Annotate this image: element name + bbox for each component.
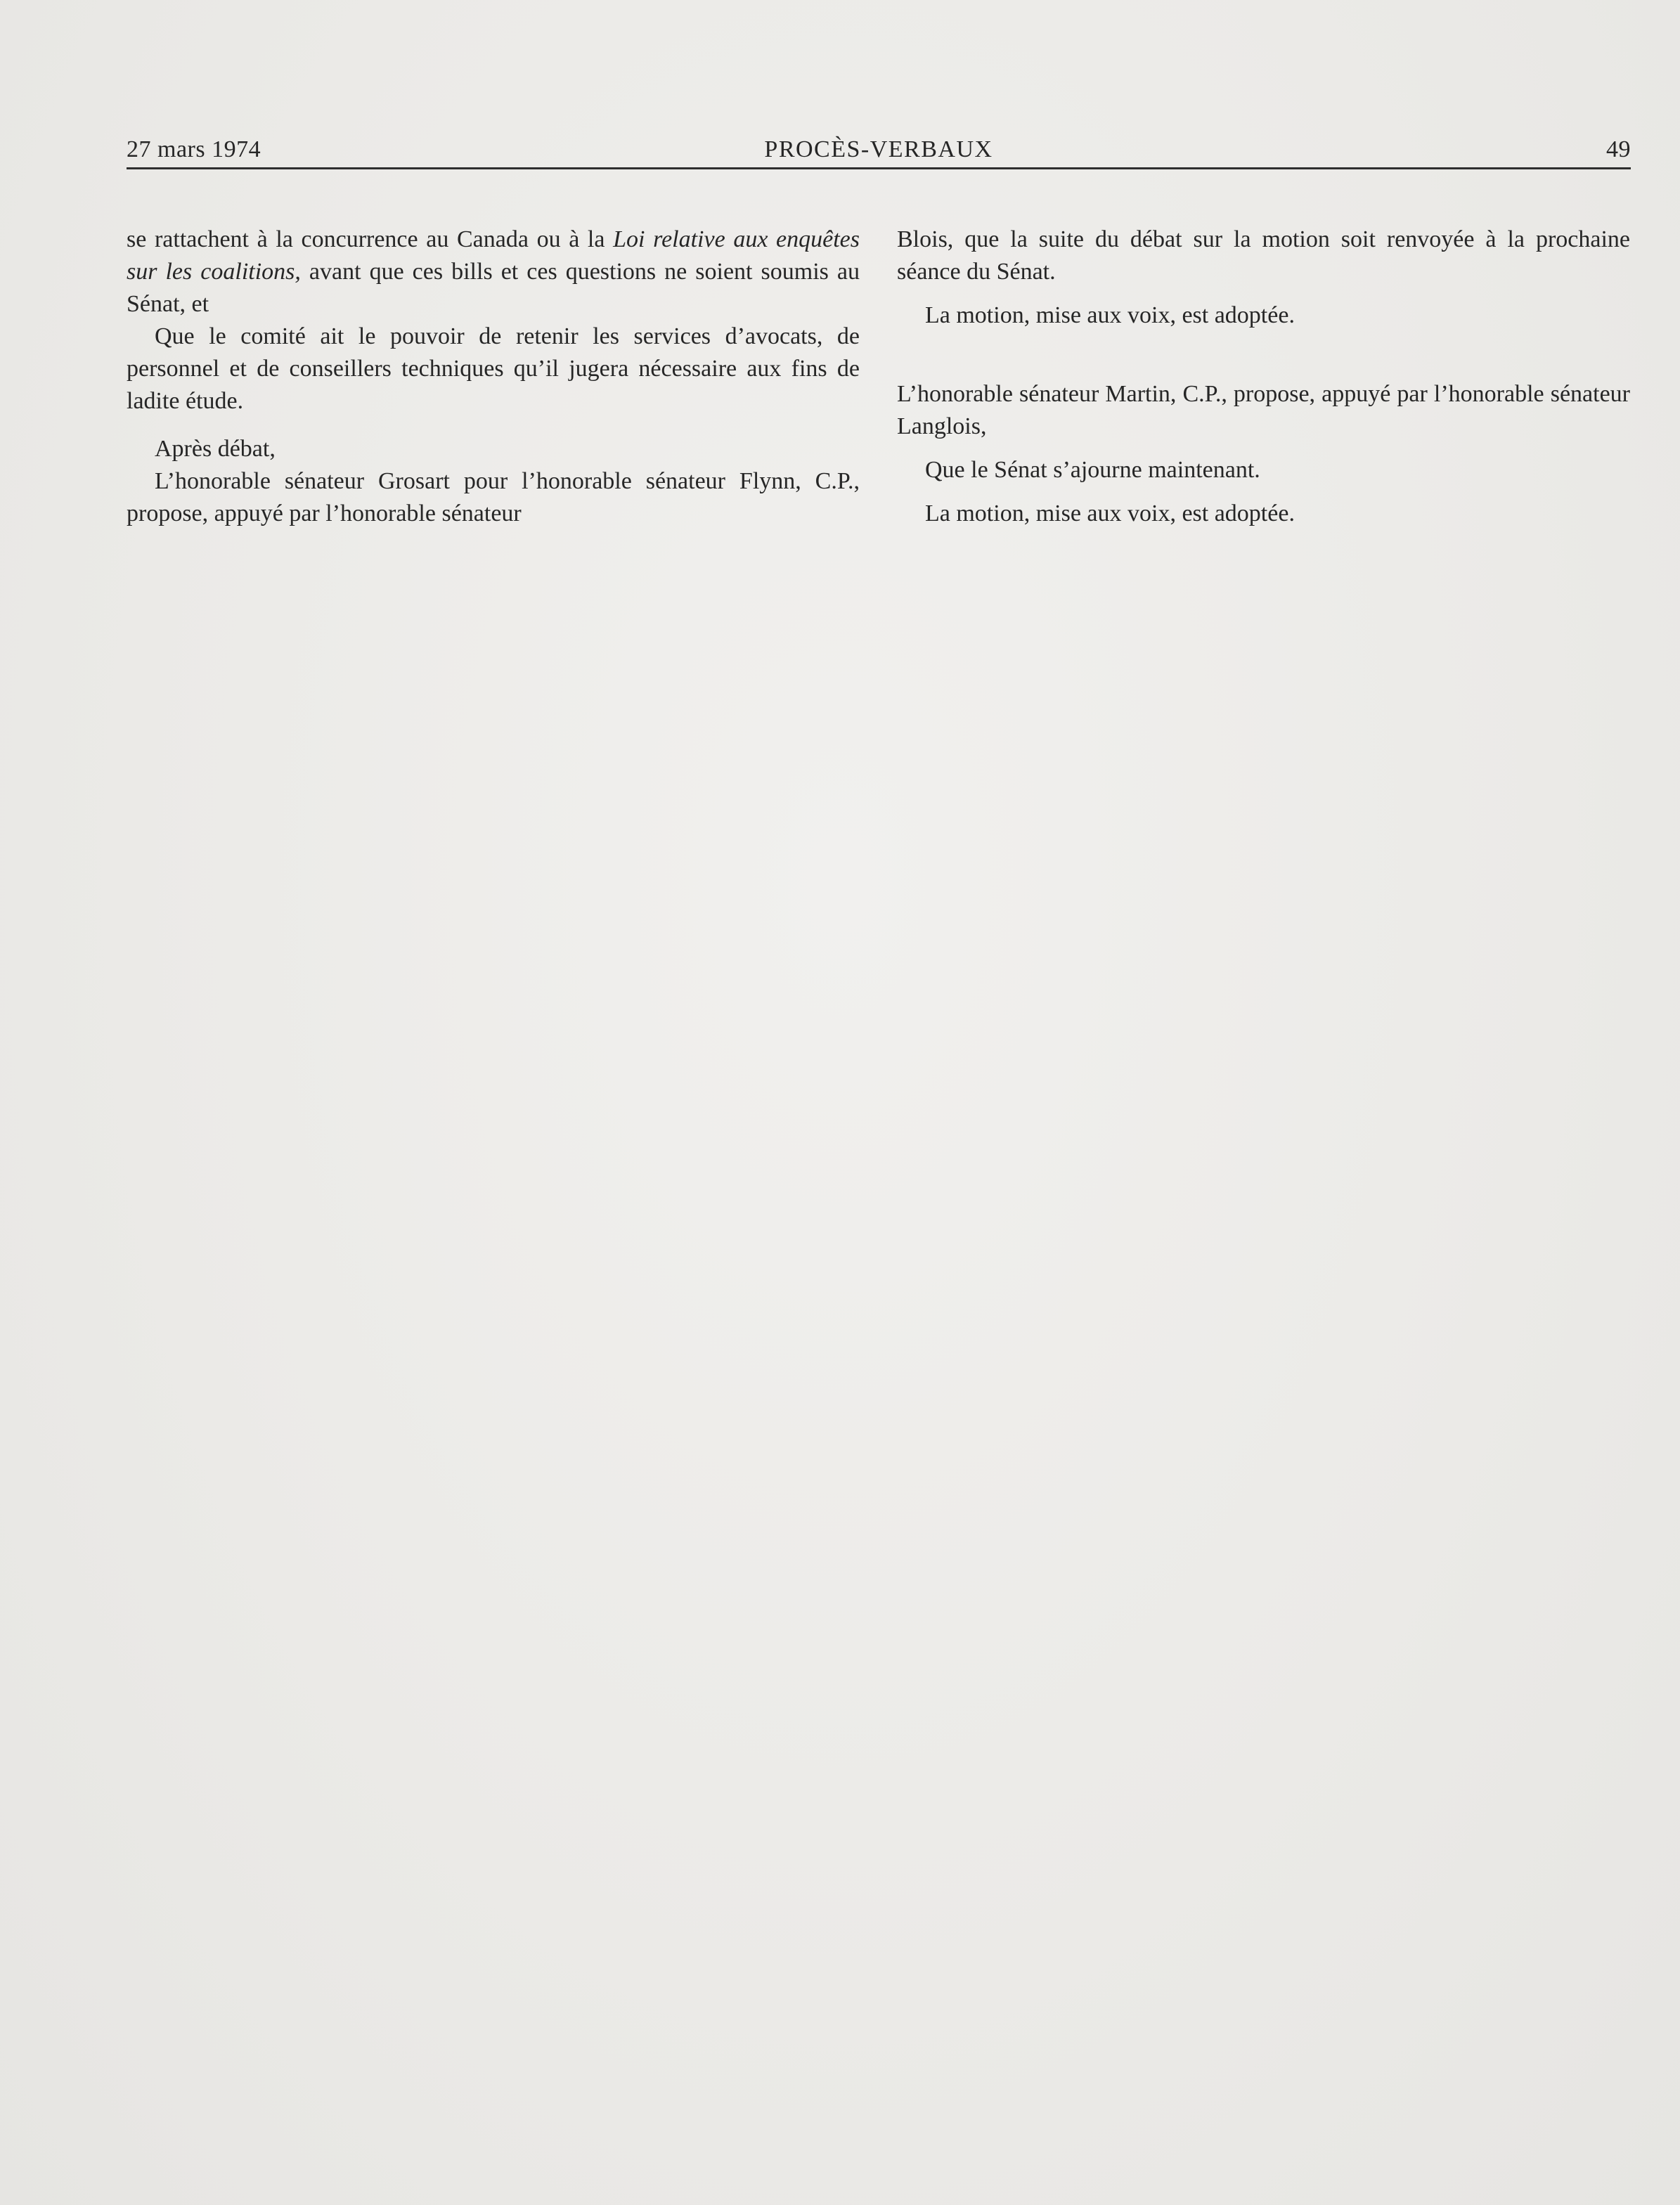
- italic-law-title: Loi relative aux enquêtes sur les coalitions,: [127, 226, 860, 285]
- paragraph: [127, 224, 860, 321]
- paragraph: Que le Sénat s’ajourne maintenant.: [925, 457, 1260, 483]
- page-number: 49: [1606, 136, 1631, 162]
- paragraph: Après débat,: [155, 436, 276, 462]
- page-header: [127, 127, 1631, 169]
- right-column: [897, 224, 1630, 530]
- paragraph: Blois, que la suite du débat sur la motion soit renvoyée à la prochaine séance du Sénat.: [897, 226, 1630, 285]
- paragraph: Que le comité ait le pouvoir de retenir les services d’avocats, de personnel et de conseillers techniques qu’il jugera nécessaire aux fins de ladite étude.: [127, 323, 860, 414]
- header-date: 27 mars 1974: [127, 136, 261, 162]
- text-run: avant que ces bills et ces questions ne soient soumis au Sénat, et: [127, 259, 860, 317]
- paragraph: La motion, mise aux voix, est adoptée.: [925, 500, 1295, 526]
- paragraph: L’honorable sénateur Grosart pour l’honorable sénateur Flynn, C.P., propose, appuyé par l’honorable sénateur: [127, 468, 860, 526]
- paragraph: L’honorable sénateur Martin, C.P., propose, appuyé par l’honorable sénateur Langlois,: [897, 381, 1630, 439]
- left-column: [127, 224, 860, 530]
- paragraph: La motion, mise aux voix, est adoptée.: [925, 302, 1295, 328]
- header-title: PROCÈS-VERBAUX: [764, 136, 993, 162]
- text-run: se rattachent à la concurrence au Canada ou à la: [127, 226, 614, 252]
